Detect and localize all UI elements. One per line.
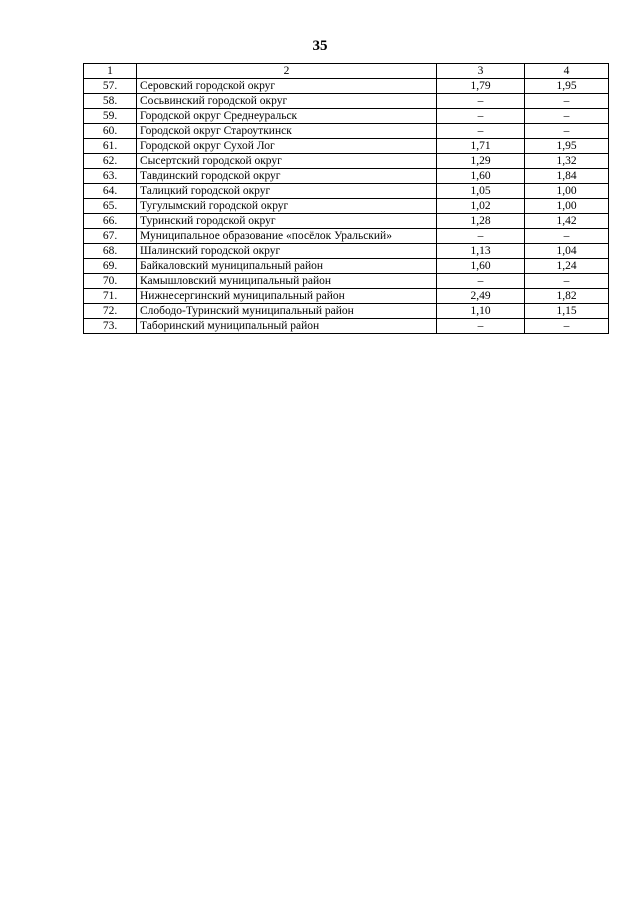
- column-4-value-cell: 1,42: [525, 214, 609, 229]
- table-row: [84, 319, 609, 334]
- row-number-cell: 57.: [84, 79, 137, 94]
- row-number-cell: 65.: [84, 199, 137, 214]
- municipality-name-cell: Тугулымский городской округ: [137, 199, 437, 214]
- table-row: [84, 124, 609, 139]
- row-number-cell: 66.: [84, 214, 137, 229]
- table-row: [84, 199, 609, 214]
- column-header-4: 4: [525, 64, 609, 79]
- column-3-value-cell: 1,10: [437, 304, 525, 319]
- table-row: [84, 109, 609, 124]
- column-3-value-cell: 1,79: [437, 79, 525, 94]
- row-number-cell: 58.: [84, 94, 137, 109]
- row-number-cell: 73.: [84, 319, 137, 334]
- row-number-cell: 64.: [84, 184, 137, 199]
- municipality-name-cell: Байкаловский муниципальный район: [137, 259, 437, 274]
- column-3-value-cell: 1,13: [437, 244, 525, 259]
- table-row: [84, 214, 609, 229]
- column-4-value-cell: 1,84: [525, 169, 609, 184]
- column-3-value-cell: –: [437, 229, 525, 244]
- municipality-name-cell: Нижнесергинский муниципальный район: [137, 289, 437, 304]
- municipality-name-cell: Сысертский городской округ: [137, 154, 437, 169]
- table-row: [84, 244, 609, 259]
- column-4-value-cell: –: [525, 109, 609, 124]
- row-number-cell: 60.: [84, 124, 137, 139]
- table-row: [84, 139, 609, 154]
- column-header-3: 3: [437, 64, 525, 79]
- row-number-cell: 70.: [84, 274, 137, 289]
- municipality-name-cell: Городской округ Староуткинск: [137, 124, 437, 139]
- row-number-cell: 63.: [84, 169, 137, 184]
- table-body: [84, 79, 609, 334]
- column-4-value-cell: 1,82: [525, 289, 609, 304]
- municipality-name-cell: Камышловский муниципальный район: [137, 274, 437, 289]
- column-header-1: 1: [84, 64, 137, 79]
- column-4-value-cell: 1,24: [525, 259, 609, 274]
- column-4-value-cell: 1,15: [525, 304, 609, 319]
- column-4-value-cell: 1,95: [525, 79, 609, 94]
- table-row: [84, 154, 609, 169]
- municipality-name-cell: Городской округ Сухой Лог: [137, 139, 437, 154]
- column-3-value-cell: 1,60: [437, 169, 525, 184]
- column-4-value-cell: –: [525, 94, 609, 109]
- column-3-value-cell: 1,71: [437, 139, 525, 154]
- table-row: [84, 259, 609, 274]
- table-row: [84, 289, 609, 304]
- column-4-value-cell: –: [525, 229, 609, 244]
- row-number-cell: 62.: [84, 154, 137, 169]
- table-row: [84, 169, 609, 184]
- row-number-cell: 72.: [84, 304, 137, 319]
- column-4-value-cell: 1,00: [525, 199, 609, 214]
- municipality-name-cell: Серовский городской округ: [137, 79, 437, 94]
- column-4-value-cell: 1,04: [525, 244, 609, 259]
- row-number-cell: 68.: [84, 244, 137, 259]
- municipality-name-cell: Сосьвинский городской округ: [137, 94, 437, 109]
- table-row: [84, 304, 609, 319]
- municipality-name-cell: Таборинский муниципальный район: [137, 319, 437, 334]
- municipality-name-cell: Туринский городской округ: [137, 214, 437, 229]
- row-number-cell: 61.: [84, 139, 137, 154]
- row-number-cell: 71.: [84, 289, 137, 304]
- page-number: 35: [312, 38, 328, 54]
- column-3-value-cell: 1,05: [437, 184, 525, 199]
- table-row: [84, 229, 609, 244]
- row-number-cell: 67.: [84, 229, 137, 244]
- row-number-cell: 59.: [84, 109, 137, 124]
- column-3-value-cell: 1,29: [437, 154, 525, 169]
- column-3-value-cell: –: [437, 124, 525, 139]
- municipality-name-cell: Муниципальное образование «посёлок Уральский»: [137, 229, 437, 244]
- column-4-value-cell: –: [525, 274, 609, 289]
- column-3-value-cell: 1,60: [437, 259, 525, 274]
- data-table: [83, 63, 609, 334]
- municipality-name-cell: Слободо-Туринский муниципальный район: [137, 304, 437, 319]
- column-3-value-cell: –: [437, 274, 525, 289]
- municipality-name-cell: Тавдинский городской округ: [137, 169, 437, 184]
- column-3-value-cell: –: [437, 319, 525, 334]
- table-row: [84, 274, 609, 289]
- municipality-name-cell: Городской округ Среднеуральск: [137, 109, 437, 124]
- column-3-value-cell: 1,02: [437, 199, 525, 214]
- column-4-value-cell: 1,00: [525, 184, 609, 199]
- table-header-row: [84, 64, 609, 79]
- municipality-name-cell: Талицкий городской округ: [137, 184, 437, 199]
- column-3-value-cell: –: [437, 109, 525, 124]
- column-3-value-cell: 2,49: [437, 289, 525, 304]
- row-number-cell: 69.: [84, 259, 137, 274]
- table-row: [84, 184, 609, 199]
- column-3-value-cell: –: [437, 94, 525, 109]
- table-row: [84, 94, 609, 109]
- column-4-value-cell: –: [525, 319, 609, 334]
- column-4-value-cell: 1,32: [525, 154, 609, 169]
- municipality-name-cell: Шалинский городской округ: [137, 244, 437, 259]
- column-4-value-cell: 1,95: [525, 139, 609, 154]
- column-4-value-cell: –: [525, 124, 609, 139]
- table-row: [84, 79, 609, 94]
- column-3-value-cell: 1,28: [437, 214, 525, 229]
- column-header-2: 2: [137, 64, 437, 79]
